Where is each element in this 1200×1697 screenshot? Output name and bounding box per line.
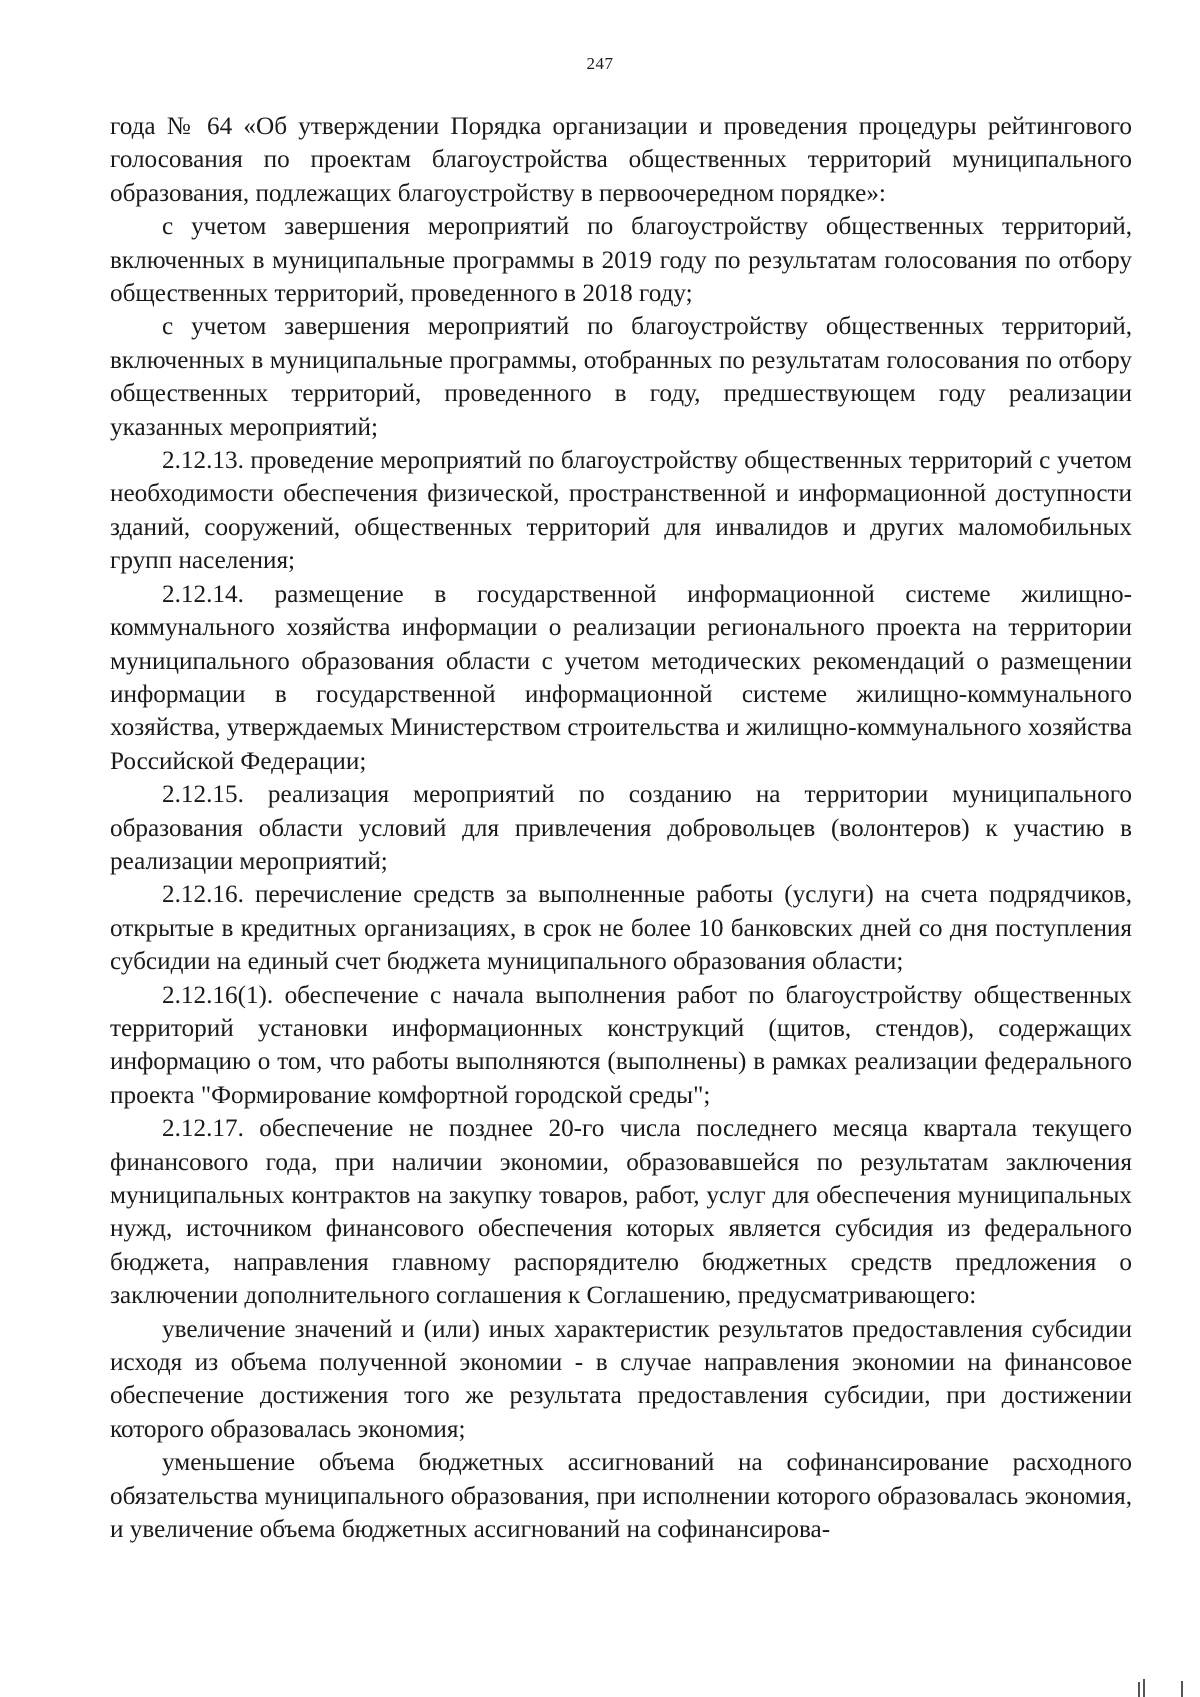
paragraph-2-12-15: 2.12.15. реализация мероприятий по созданию на территории муниципального образования области условий для привлечения добровольцев (волонтеров) к участию в реализации мероприятий; (110, 781, 1132, 875)
paragraph-2-12-16: 2.12.16. перечисление средств за выполненные работы (услуги) на счета подрядчиков, открытые в кредитных организациях, в срок не более 10 банковских дней со дня поступления субсидии на единый счет бюджета муниципального образования области; (110, 881, 1132, 976)
paragraph-increase-values: увеличение значений и (или) иных характеристик результатов предоставления субсидии исходя из объема полученной экономии - в случае направления экономии на финансовое обеспечение достижения того же результата предоставления субсидии, при достижении которого образовалась экономия; (110, 1315, 1132, 1443)
scan-artifact (1143, 1679, 1145, 1697)
paragraph-decrease-allocations: уменьшение объема бюджетных ассигнований на софинансирование расходного обязательства муниципального образования, при исполнении которого образовалась экономия, и увеличение объема бюджетных ассигнований на софинансирова- (110, 1449, 1132, 1544)
paragraph-completion-prior-year: с учетом завершения мероприятий по благоустройству общественных территорий, включенных в муниципальные программы, отобранных по результатам голосования по отбору общественных территорий, проведенного в году, предшествующем году реализации указанных мероприятий; (110, 313, 1132, 441)
paragraph-completion-2019: с учетом завершения мероприятий по благоустройству общественных территорий, включенных в муниципальные программы в 2019 году по результатам голосования по отбору общественных территорий, проведенного в 2018 году; (110, 213, 1132, 308)
page-number: 247 (586, 54, 614, 73)
paragraph-2-12-13: 2.12.13. проведение мероприятий по благоустройству общественных территорий с учетом необходимости обеспечения физической, пространственной и информационной доступности зданий, сооружений, общественных территорий для инвалидов и других маломобильных групп населения; (110, 447, 1132, 575)
paragraph-intro: года № 64 «Об утверждении Порядка организации и проведения процедуры рейтингового голосования по проектам благоустройства общественных территорий муниципального образования, подлежащих благоустройству в первоочередном порядке»: (110, 113, 1132, 207)
scan-artifact (1138, 1682, 1140, 1697)
scan-artifact (1181, 1681, 1183, 1697)
paragraph-2-12-14: 2.12.14. размещение в государственной информационной системе жилищно-коммунального хозяйства информации о реализации регионального проекта на территории муниципального образования области с учетом методических рекомендаций о размещении информации в государственной информационной системе жилищно-коммунального хозяйства, утверждаемых Министерством строительства и жилищно-коммунального хозяйства Российской Федерации; (110, 580, 1132, 775)
paragraph-2-12-16-1: 2.12.16(1). обеспечение с начала выполнения работ по благоустройству общественных территорий установки информационных конструкций (щитов, стендов), содержащих информацию о том, что работы выполняются (выполнены) в рамках реализации федерального проекта "Формирование комфортной городской среды"; (110, 981, 1132, 1109)
document-body (110, 110, 1132, 1546)
paragraph-2-12-17: 2.12.17. обеспечение не позднее 20-го числа последнего месяца квартала текущего финансового года, при наличии экономии, образовавшейся по результатам заключения муниципальных контрактов на закупку товаров, работ, услуг для обеспечения муниципальных нужд, источником финансового обеспечения которых является субсидия из федерального бюджета, направления главному распорядителю бюджетных средств предложения о заключении дополнительного соглашения к Соглашению, предусматривающего: (110, 1115, 1132, 1310)
